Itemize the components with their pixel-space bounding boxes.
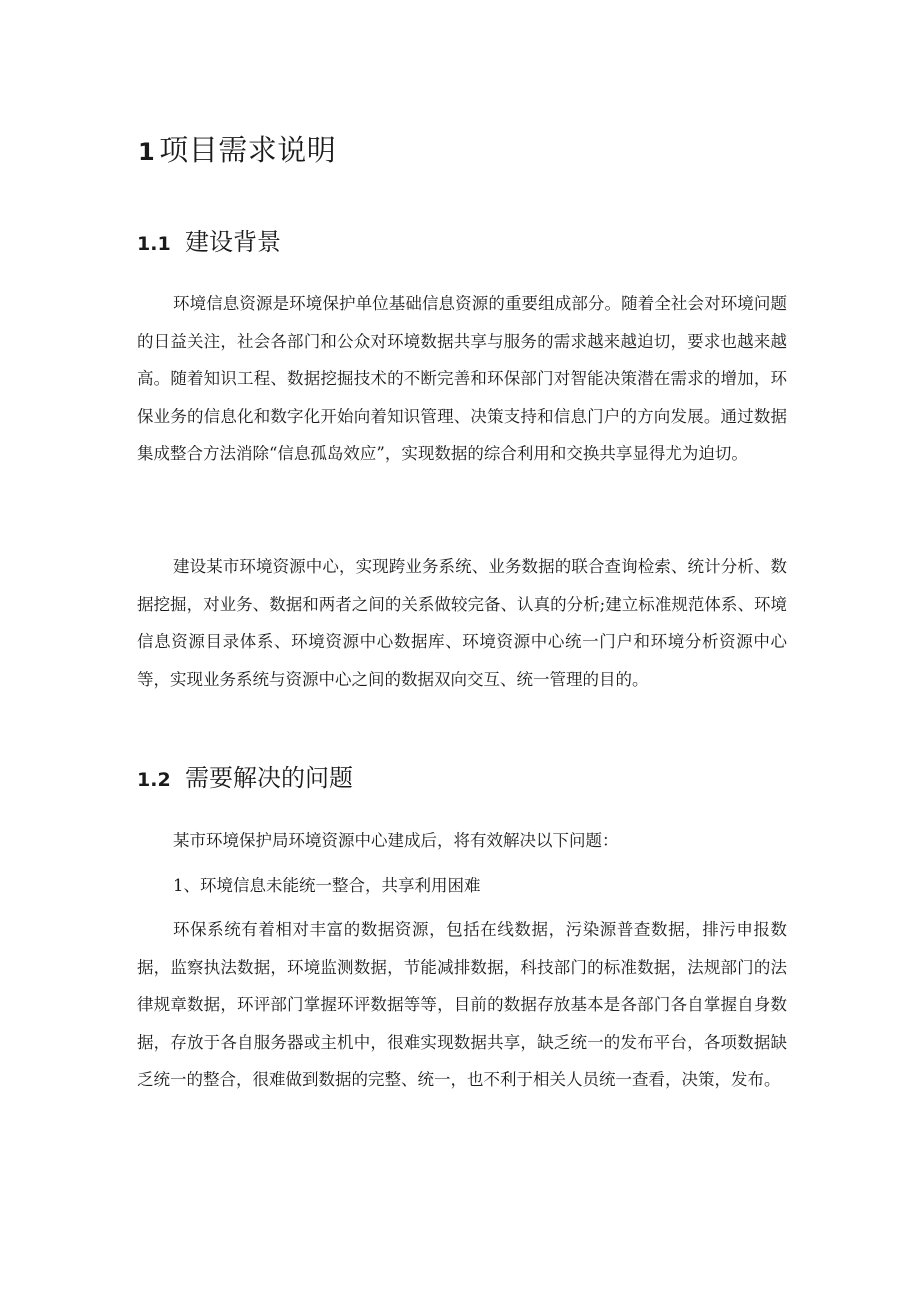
problem-1-heading: 1、环境信息未能统一整合，共享利用困难 — [173, 876, 481, 895]
section-1-2-heading — [137, 760, 353, 798]
section-1-2-number: 1.2 — [137, 769, 171, 791]
section-1-1-title: 建设背景 — [185, 228, 281, 256]
section-1-title: 项目需求说明 — [159, 133, 337, 167]
background-paragraph-1: 环境信息资源是环境保护单位基础信息资源的重要组成部分。随着全社会对环境问题的日益关注，社会各部门和公众对环境数据共享与服务的需求越来越迫切，要求也越来越高。随着知识工程、数据挖掘技术的不断完善和环保部门对智能决策潜在需求的增加，环保业务的信息化和数字化开始向着知识管理、决策支持和信息门户的方向发展。通过数据集成整合方法消除“信息孤岛效应”，实现数据的综合利用和交换共享显得尤为迫切。 — [137, 294, 787, 464]
section-1-1-heading — [137, 224, 281, 262]
background-paragraph-2: 建设某市环境资源中心，实现跨业务系统、业务数据的联合查询检索、统计分析、数据挖掘，对业务、数据和两者之间的关系做较完备、认真的分析;建立标准规范体系、环境信息资源目录体系、环境资源中心数据库、环境资源中心统一门户和环境分析资源中心等，实现业务系统与资源中心之间的数据双向交互、统一管理的目的。 — [137, 557, 787, 689]
section-1-heading — [138, 128, 336, 174]
section-1-1-number: 1.1 — [137, 233, 171, 255]
problems-intro-paragraph: 某市环境保护局环境资源中心建成后，将有效解决以下问题： — [173, 831, 619, 850]
section-1-number: 1 — [138, 138, 156, 166]
section-1-2-title: 需要解决的问题 — [185, 764, 353, 792]
problem-1-paragraph: 环保系统有着相对丰富的数据资源，包括在线数据，污染源普查数据，排污申报数据，监察执法数据，环境监测数据，节能减排数据，科技部门的标准数据，法规部门的法律规章数据，环评部门掌握环评数据等等，目前的数据存放基本是各部门各自掌握自身数据，存放于各自服务器或主机中，很难实现数据共享，缺乏统一的发布平台，各项数据缺乏统一的整合，很难做到数据的完整、统一，也不利于相关人员统一查看，决策，发布。 — [137, 920, 787, 1090]
